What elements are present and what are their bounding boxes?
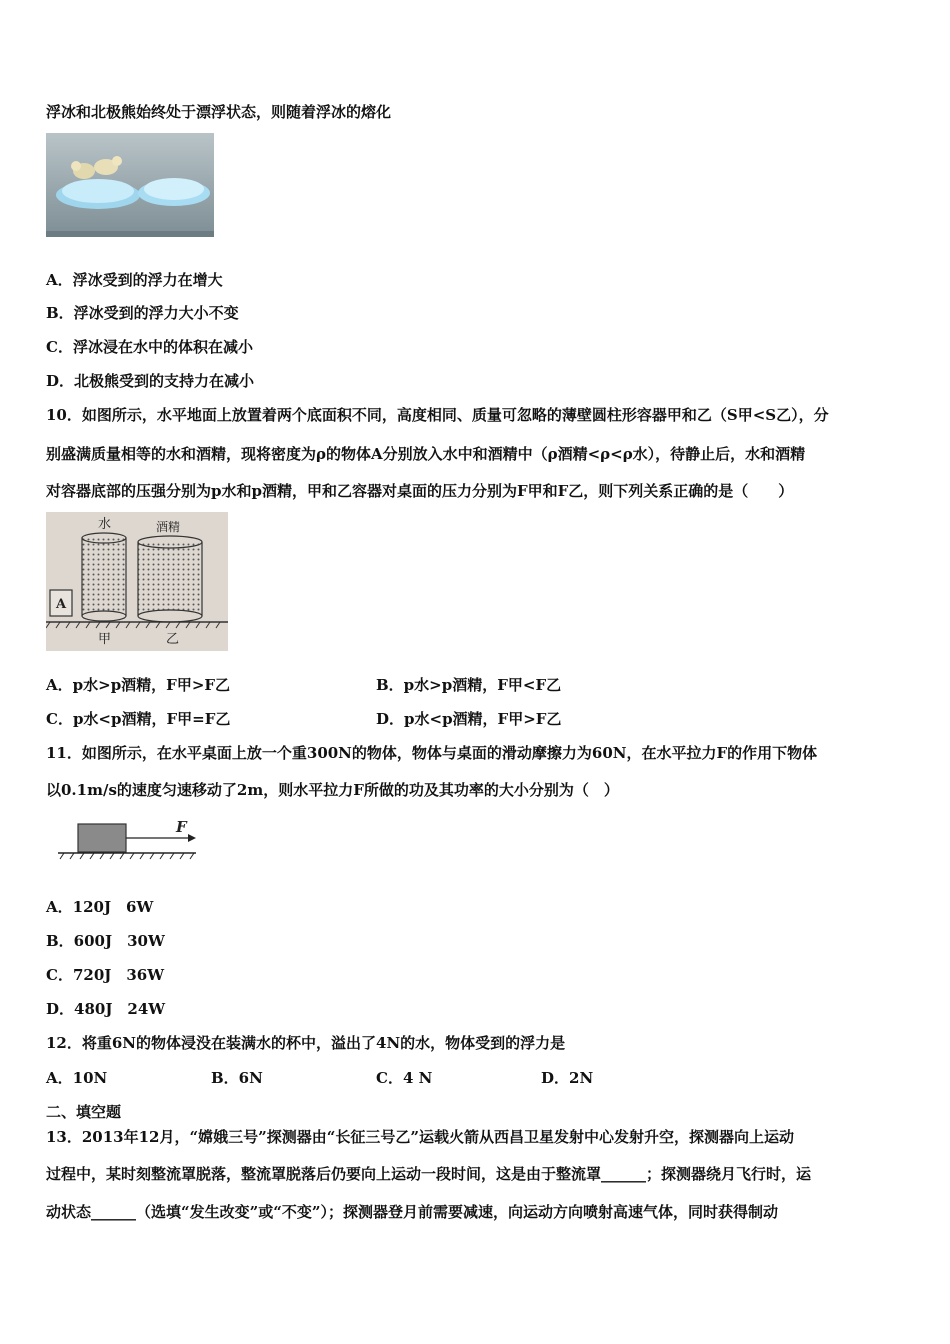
force-diagram <box>56 818 198 860</box>
label-object-a: A <box>56 597 67 612</box>
q9-option-d: D．北极熊受到的支持力在减小 <box>46 372 255 390</box>
q11-line-1: 11．如图所示，在水平桌面上放一个重300N的物体，物体与桌面的滑动摩擦力为60N，在水平拉力F的作用下物体 <box>46 744 818 762</box>
q10-option-d: D．p水<p酒精，F甲>F乙 <box>376 710 562 728</box>
q11-line-2: 以0.1m/s的速度匀速移动了2m，则水平拉力F所做的功及其功率的大小分别为（ ） <box>46 781 619 799</box>
q9-option-c: C．浮冰浸在水中的体积在减小 <box>46 338 253 356</box>
q12-option-a: A．10N <box>46 1069 108 1087</box>
q13-line-1: 13．2013年12月，“嫦娥三号”探测器由“长征三号乙”运载火箭从西昌卫星发射中心发射升空，探测器向上运动 <box>46 1128 795 1146</box>
q11-option-c: C．720J 36W <box>46 966 165 984</box>
q9-option-b: B．浮冰受到的浮力大小不变 <box>46 304 239 322</box>
q10-option-b: B．p水>p酒精，F甲<F乙 <box>376 676 562 694</box>
label-water: 水 <box>98 517 112 532</box>
q10-option-c: C．p水<p酒精，F甲=F乙 <box>46 710 231 728</box>
q10-line-2: 别盛满质量相等的水和酒精，现将密度为ρ的物体A分别放入水中和酒精中（ρ酒精<ρ<ρ水），待静止后，水和酒精 <box>46 445 806 463</box>
polar-bear-photo <box>46 133 214 237</box>
q13-line-3: 动状态______（选填“发生改变”或“不变”）；探测器登月前需要减速，向运动方向喷射高速气体，同时获得制动 <box>46 1203 779 1221</box>
q12-stem: 12．将重6N的物体浸没在装满水的杯中，溢出了4N的水，物体受到的浮力是 <box>46 1034 566 1052</box>
q13-line-2: 过程中，某时刻整流罩脱落，整流罩脱落后仍要向上运动一段时间，这是由于整流罩______；探测器绕月飞行时，运 <box>46 1165 812 1183</box>
q11-option-b: B．600J 30W <box>46 932 165 950</box>
label-yi: 乙 <box>166 632 180 647</box>
label-jia: 甲 <box>98 632 112 647</box>
q12-option-b: B．6N <box>211 1069 263 1087</box>
q12-option-c: C．4 N <box>376 1069 433 1087</box>
containers-diagram <box>46 512 228 651</box>
q9-option-a: A．浮冰受到的浮力在增大 <box>46 271 223 289</box>
q10-line-1: 10．如图所示，水平地面上放置着两个底面积不同，高度相同、质量可忽略的薄壁圆柱形容器甲和乙（S甲<S乙），分 <box>46 406 829 424</box>
q12-option-d: D．2N <box>541 1069 594 1087</box>
q11-option-a: A．120J 6W <box>46 898 154 916</box>
section-title-fill-in: 二、填空题 <box>46 1103 122 1121</box>
q10-option-a: A．p水>p酒精，F甲>F乙 <box>46 676 231 694</box>
q10-line-3: 对容器底部的压强分别为p水和p酒精，甲和乙容器对桌面的压力分别为F甲和F乙，则下列关系正确的是（ ） <box>46 482 794 500</box>
label-alcohol: 酒精 <box>156 520 181 534</box>
q9-stem: 浮冰和北极熊始终处于漂浮状态，则随着浮冰的熔化 <box>46 103 392 121</box>
q11-option-d: D．480J 24W <box>46 1000 166 1018</box>
label-force-f: F <box>176 818 187 836</box>
